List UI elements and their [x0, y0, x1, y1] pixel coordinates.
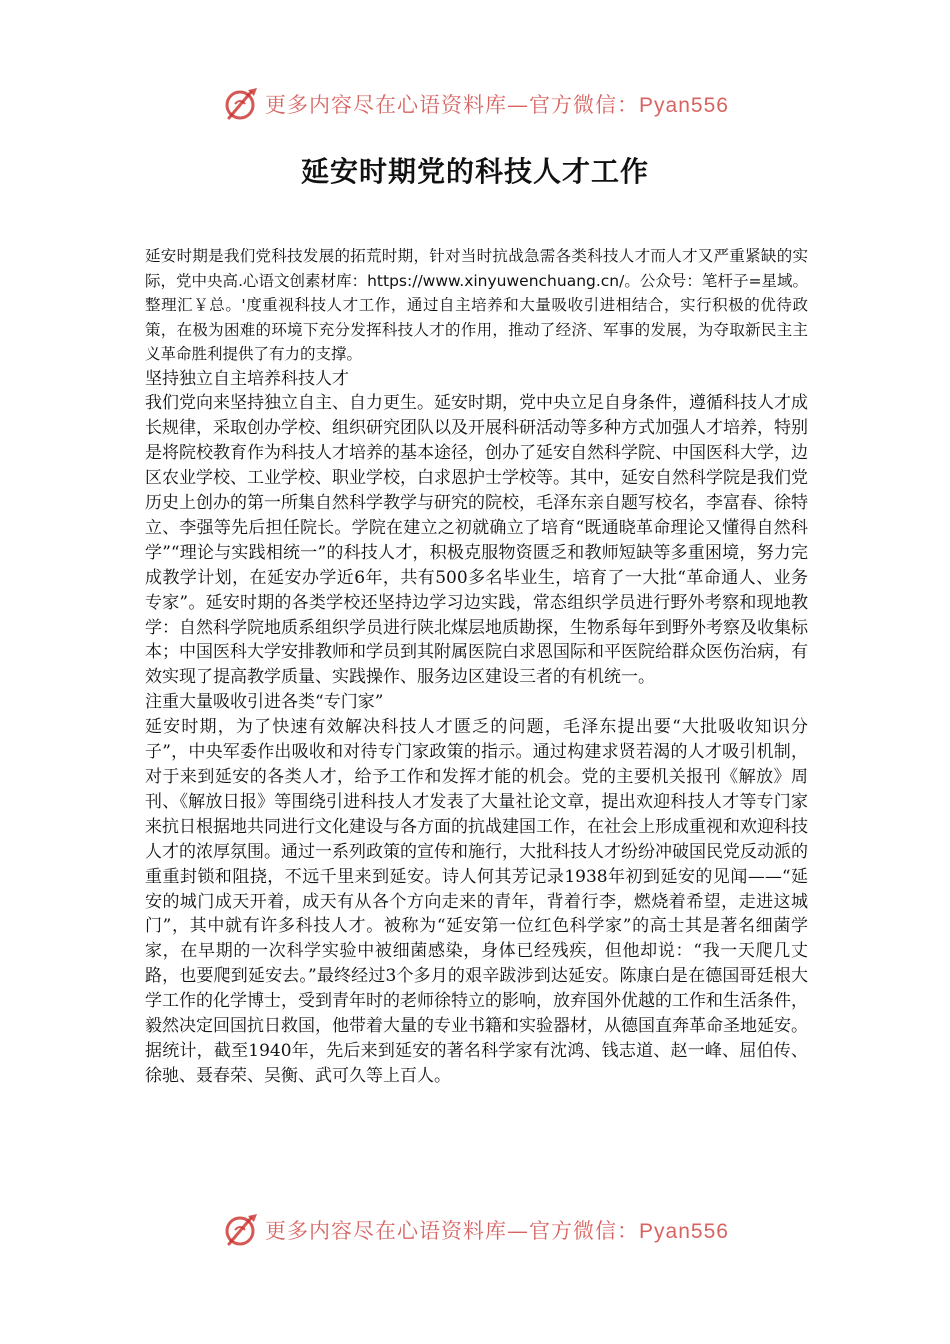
logo-icon: [221, 1210, 261, 1250]
banner-text: 更多内容尽在心语资料库—官方微信：Pyan556: [265, 93, 729, 117]
document-title: 延安时期党的科技人才工作: [300, 155, 649, 188]
footer-banner: [0, 1208, 950, 1252]
banner-wechat-id: Pyan556: [639, 94, 729, 117]
document-body: [145, 244, 808, 1089]
banner-wechat-id: Pyan556: [639, 1220, 729, 1243]
section-heading-2: 注重大量吸收引进各类“专门家”: [145, 692, 384, 713]
banner-text: 更多内容尽在心语资料库—官方微信：Pyan556: [265, 1219, 729, 1243]
section-paragraph-2: 延安时期，为了快速有效解决科技人才匮乏的问题，毛泽东提出要“大批吸收知识分子”，中央军委作出吸收和对待专门家政策的指示。通过构建求贤若渴的人才吸引机制，对于来到延安的各类人才，给予工作和发挥才能的机会。党的主要机关报刊《解放》周刊、《解放日报》等围绕引进科技人才发表了大量社论文章，提出欢迎科技人才等专门家来抗日根据地共同进行文化建设与各方面的抗战建国工作，在社会上形成重视和欢迎科技人才的浓厚氛围。通过一系列政策的宣传和施行，大批科技人才纷纷冲破国民党反动派的重重封锁和阻挠，不远千里来到延安。诗人何其芳记录1938年初到延安的见闻——“延安的城门成天开着，成天有从各个方向走来的青年，背着行李，燃烧着希望，走进这城门”，其中就有许多科技人才。被称为“延安第一位红色科学家”的高士其是著名细菌学家，在早期的一次科学实验中被细菌感染，身体已经残疾，但他却说：“我一天爬几丈路，也要爬到延安去。”最终经过3个多月的艰辛跋涉到达延安。陈康白是在德国哥廷根大学工作的化学博士，受到青年时的老师徐特立的影响，放弃国外优越的工作和生活条件，毅然决定回国抗日救国，他带着大量的专业书籍和实验器材，从德国直奔革命圣地延安。据统计，截至1940年，先后来到延安的著名科学家有沈鸿、钱志道、赵一峰、屈伯传、徐驰、聂春荣、吴衡、武可久等上百人。: [145, 717, 808, 1086]
section-heading-1: 坚持独立自主培养科技人才: [145, 368, 349, 389]
intro-paragraph: 延安时期是我们党科技发展的拓荒时期，针对当时抗战急需各类科技人才而人才又严重紧缺的实际，党中央高.心语文创素材库：https://www.xinyuwenchuang.cn/。公众号：笔杆子=星域。整理汇￥总。'度重视科技人才工作，通过自主培养和大量吸收引进相结合，实行积极的优待政策，在极为困难的环境下充分发挥科技人才的作用，推动了经济、军事的发展，为夺取新民主主义革命胜利提供了有力的支撑。: [145, 247, 808, 363]
header-banner: [0, 82, 950, 126]
section-paragraph-1: 我们党向来坚持独立自主、自力更生。延安时期，党中央立足自身条件，遵循科技人才成长规律，采取创办学校、组织研究团队以及开展科研活动等多种方式加强人才培养，特别是将院校教育作为科技人才培养的基本途径，创办了延安自然科学院、中国医科大学，边区农业学校、工业学校、职业学校，白求恩护士学校等。其中，延安自然科学院是我们党历史上创办的第一所集自然科学教学与研究的院校，毛泽东亲自题写校名，李富春、徐特立、李强等先后担任院长。学院在建立之初就确立了培育“既通晓革命理论又懂得自然科学”“理论与实践相统一”的科技人才，积极克服物资匮乏和教师短缺等多重困境，努力完成教学计划，在延安办学近6年，共有500多名毕业生，培育了一大批“革命通人、业务专家”。延安时期的各类学校还坚持边学习边实践，常态组织学员进行野外考察和现地教学：自然科学院地质系组织学员进行陕北煤层地质勘探，生物系每年到野外考察及收集标本；中国医科大学安排教师和学员到其附属医院白求恩国际和平医院给群众医伤治病，有效实现了提高教学质量、实践操作、服务边区建设三者的有机统一。: [145, 393, 808, 688]
logo-icon: [221, 84, 261, 124]
